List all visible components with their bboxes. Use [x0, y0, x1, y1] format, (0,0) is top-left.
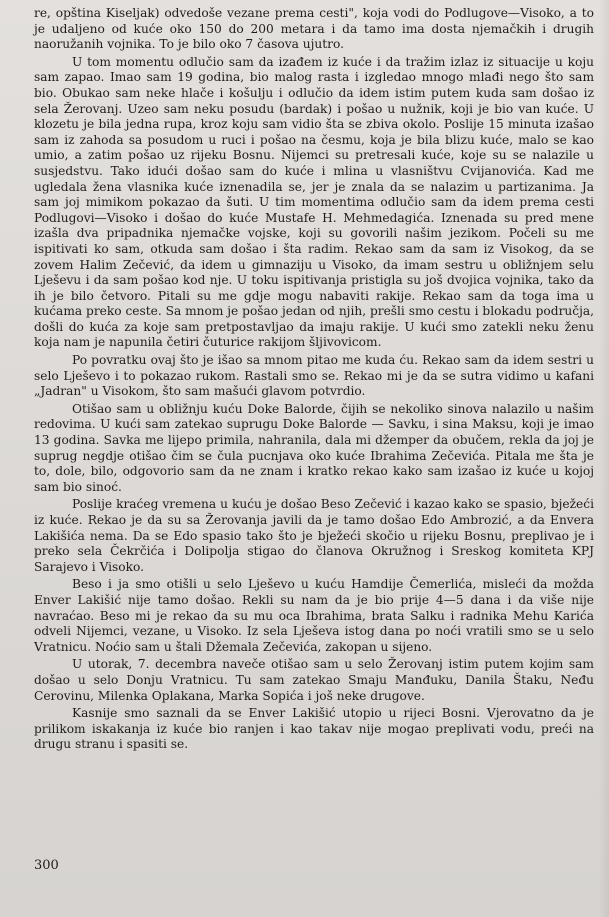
paragraph-3: Po povratku ovaj što je išao sa mnom pitao me kuda ću. Rekao sam da idem sestri u selo Lješevo i to pokazao rukom. Rastali smo se. Rekao mi je da se sutra vidimo u kafani „Jadran" u Visokom, što sam mašući glavom potvrdio. — [34, 353, 594, 399]
page-edge-shadow — [599, 0, 609, 917]
body-text — [34, 6, 594, 755]
paragraph-5: Poslije kraćeg vremena u kuću je došao Beso Zečević i kazao kako se spasio, bježeći iz kuće. Rekao je da su sa Žerovanja javili da je tamo došao Edo Ambrozić, a da Envera Lakišića nema. Da se Edo spasio tako što je bježeći skočio u rijeku Bosnu, preplivao je i preko sela Čekrčića i Dolipolja stigao do članova Okružnog i Sreskog komiteta KPJ Sarajevo i Visoko. — [34, 497, 594, 574]
page-number: 300 — [34, 858, 59, 873]
paragraph-2: U tom momentu odlučio sam da izađem iz kuće i da tražim izlaz iz situacije u koju sam zapao. Imao sam 19 godina, bio malog rasta i izgledao mnogo mlađi nego što sam bio. Obukao sam neke hlače i košulju i odlučio da idem istim putem kuda sam došao iz sela Žerovanj. Uzeo sam neku posudu (bardak) i pošao u nužnik, koji je bio van kuće. U klozetu je bila jedna rupa, kroz koju sam vidio šta se zbiva okolo. Poslije 15 minuta izašao sam iz zahoda sa posudom u ruci i pošao na česmu, koja je bila blizu kuće, malo se kao umio, a zatim pošao uz rijeku Bosnu. Nijemci su pretresali kuće, koje su se nalazile u susjedstvu. Tako idući došao sam do kuće i mlina u vlasništvu Cvijanovića. Kad me ugledala žena vlasnika kuće iznenadila se, jer je znala da se nalazim u partizanima. Ja sam joj mimikom pokazao da šuti. U tim momentima odlučio sam da idem prema cesti Podlugovi—Visoko i došao do kuće Mustafe H. Mehmedagića. Iznenada su pred mene izašla dva pripadnika njemačke vojske, koji su govorili našim jezikom. Počeli su me ispitivati ko sam, otkuda sam došao i šta radim. Rekao sam da sam iz Visokog, da se zovem Halim Zečević, da idem u gimnaziju u Visoko, da imam sestru u obližnjem selu Lješevu i da sam pošao kod nje. U toku ispitivanja pristigla su još dvojica vojnika, tako da ih je bilo četvoro. Pitali su me gdje mogu nabaviti rakije. Rekao sam da toga ima u kućama preko ceste. Sa mnom je pošao jedan od njih, prešli smo cestu i blokadu područja, došli do kuća za koje sam pretpostavljao da imaju rakije. U kući smo zatekli neku ženu koja nam je napunila četiri čuturice rakijom šljivovicom. — [34, 54, 594, 350]
paragraph-7: U utorak, 7. decembra naveče otišao sam u selo Žerovanj istim putem kojim sam došao u selo Donju Vratnicu. Tu sam zatekao Smaju Manđuku, Danila Štaku, Neđu Cerovinu, Milenka Oplakana, Marka Sopića i još neke drugove. — [34, 657, 594, 703]
paragraph-6: Beso i ja smo otišli u selo Lješevo u kuću Hamdije Čemerlića, misleći da možda Enver Lakišić nije tamo došao. Rekli su nam da je bio prije 4—5 dana i da više nije navraćao. Beso mi je rekao da su mu oca Ibrahima, brata Salku i radnika Mehu Karića odveli Nijemci, vezane, u Visoko. Iz sela Lješeva istog dana po noći vratili smo se u selo Vratnicu. Noćio sam u štali Džemala Zečevića, zakopan u sijeno. — [34, 577, 594, 654]
paragraph-8: Kasnije smo saznali da se Enver Lakišić utopio u rijeci Bosni. Vjerovatno da je prilikom iskakanja iz kuće bio ranjen i kao takav nije mogao preplivati vodu, preći na drugu stranu i spasiti se. — [34, 706, 594, 752]
paragraph-1: re, opština Kiseljak) odvedoše vezane prema cesti", koja vodi do Podlugove—Visoko, a to je udaljeno od kuće oko 150 do 200 metara i da tamo ima dosta njemačkih i drugih naoružanih vojnika. To je bilo oko 7 časova ujutro. — [34, 6, 594, 52]
paragraph-4: Otišao sam u obližnju kuću Doke Balorde, čijih se nekoliko sinova nalazilo u našim redovima. U kući sam zatekao suprugu Doke Balorde — Savku, i sina Maksu, koji je imao 13 godina. Savka me lijepo primila, nahranila, dala mi džemper da obučem, rekla da joj je suprug negdje otišao čim se čula pucnjava oko kuće Ibrahima Zečevića. Pitala me šta je to, dole, bilo, odgovorio sam da ne znam i kratko rekao kako sam izašao iz kuće u kojoj sam bio sinoć. — [34, 401, 594, 494]
